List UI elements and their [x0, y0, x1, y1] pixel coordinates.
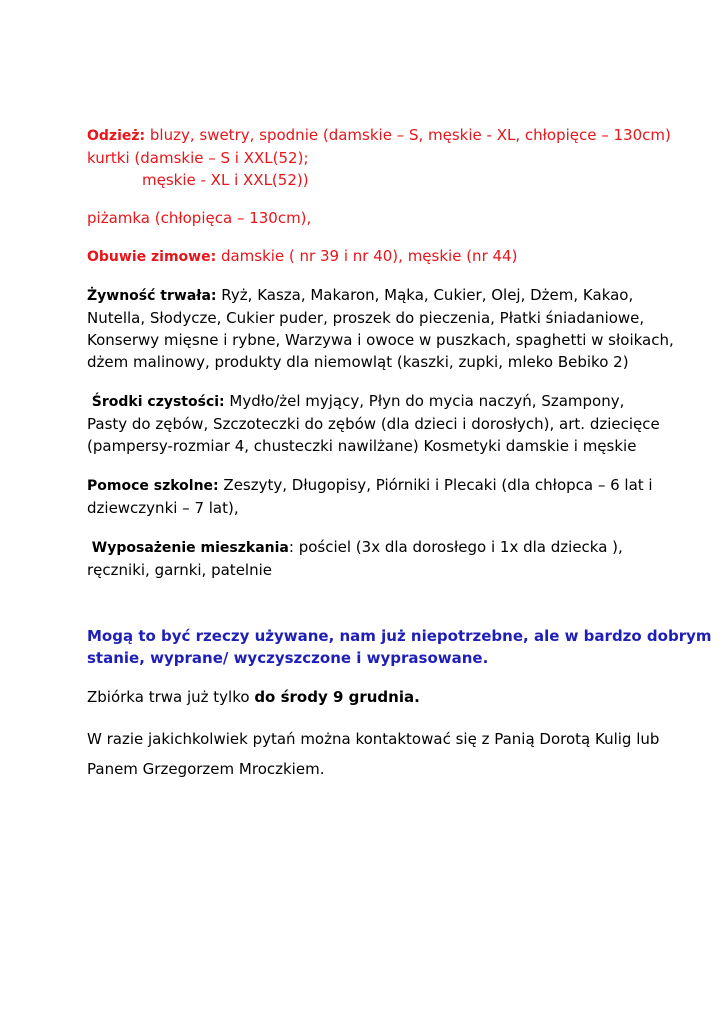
- section-home: [87, 536, 667, 581]
- food-line-2: Nutella, Słodycze, Cukier puder, proszek do pieczenia, Płatki śniadaniowe,: [87, 309, 645, 327]
- section-school: [87, 474, 667, 519]
- contact-line-2: Panem Grzegorzem Mroczkiem.: [87, 760, 325, 778]
- food-label: Żywność trwała:: [87, 288, 217, 304]
- deadline-date: do środy 9 grudnia.: [254, 688, 420, 706]
- home-line-2: ręczniki, garnki, patelnie: [87, 561, 272, 579]
- notice-line-2: stanie, wyprane/ wyczyszczone i wyprasowane.: [87, 649, 489, 667]
- food-line-4: dżem malinowy, produkty dla niemowląt (kaszki, zupki, mleko Bebiko 2): [87, 353, 629, 371]
- section-food: [87, 284, 674, 373]
- clothing-label: Odzież:: [87, 128, 146, 144]
- home-line-1: : pościel (3x dla dorosłego i 1x dla dziecka ),: [288, 538, 623, 556]
- clothing-line-2: kurtki (damskie – S i XXL(52);: [87, 149, 309, 167]
- cleaning-line-2: Pasty do zębów, Szczoteczki do zębów (dla dzieci i dorosłych), art. dziecięce: [87, 415, 660, 433]
- section-winter-shoes: [87, 245, 667, 268]
- school-label: Pomoce szkolne:: [87, 478, 219, 494]
- cleaning-label: Środki czystości:: [91, 394, 225, 410]
- deadline-prefix: Zbiórka trwa już tylko: [87, 688, 255, 706]
- clothing-line-3: męskie - XL i XXL(52)): [142, 171, 309, 189]
- cleaning-line-3: (pampersy-rozmiar 4, chusteczki nawilżane) Kosmetyki damskie i męskie: [87, 437, 637, 455]
- contact-line-1: W razie jakichkolwiek pytań można kontaktować się z Panią Dorotą Kulig lub: [87, 730, 660, 748]
- food-line-1: Ryż, Kasza, Makaron, Mąka, Cukier, Olej, Dżem, Kakao,: [216, 286, 634, 304]
- food-line-3: Konserwy mięsne i rybne, Warzywa i owoce w puszkach, spaghetti w słoikach,: [87, 331, 674, 349]
- deadline-line: [87, 686, 667, 708]
- clothing-line-1: bluzy, swetry, spodnie (damskie – S, męskie - XL, chłopięce – 130cm): [145, 126, 671, 144]
- winter-shoes-label: Obuwie zimowe:: [87, 249, 217, 265]
- school-line-2: dziewczynki – 7 lat),: [87, 499, 239, 517]
- school-line-1: Zeszyty, Długopisy, Piórniki i Plecaki (dla chłopca – 6 lat i: [218, 476, 653, 494]
- home-label: Wyposażenie mieszkania: [91, 540, 289, 556]
- notice-line-1: Mogą to być rzeczy używane, nam już niepotrzebne, ale w bardzo dobrym: [87, 627, 712, 645]
- section-clothing: [87, 124, 671, 191]
- contact-block: [87, 724, 667, 784]
- pajamas-line: piżamka (chłopięca – 130cm),: [87, 209, 312, 227]
- document-page: [87, 124, 712, 784]
- cleaning-line-1: Mydło/żel myjący, Płyn do mycia naczyń, Szampony,: [224, 392, 625, 410]
- notice-block: [87, 625, 712, 669]
- winter-shoes-text: damskie ( nr 39 i nr 40), męskie (nr 44): [216, 247, 518, 265]
- section-cleaning: [87, 390, 667, 457]
